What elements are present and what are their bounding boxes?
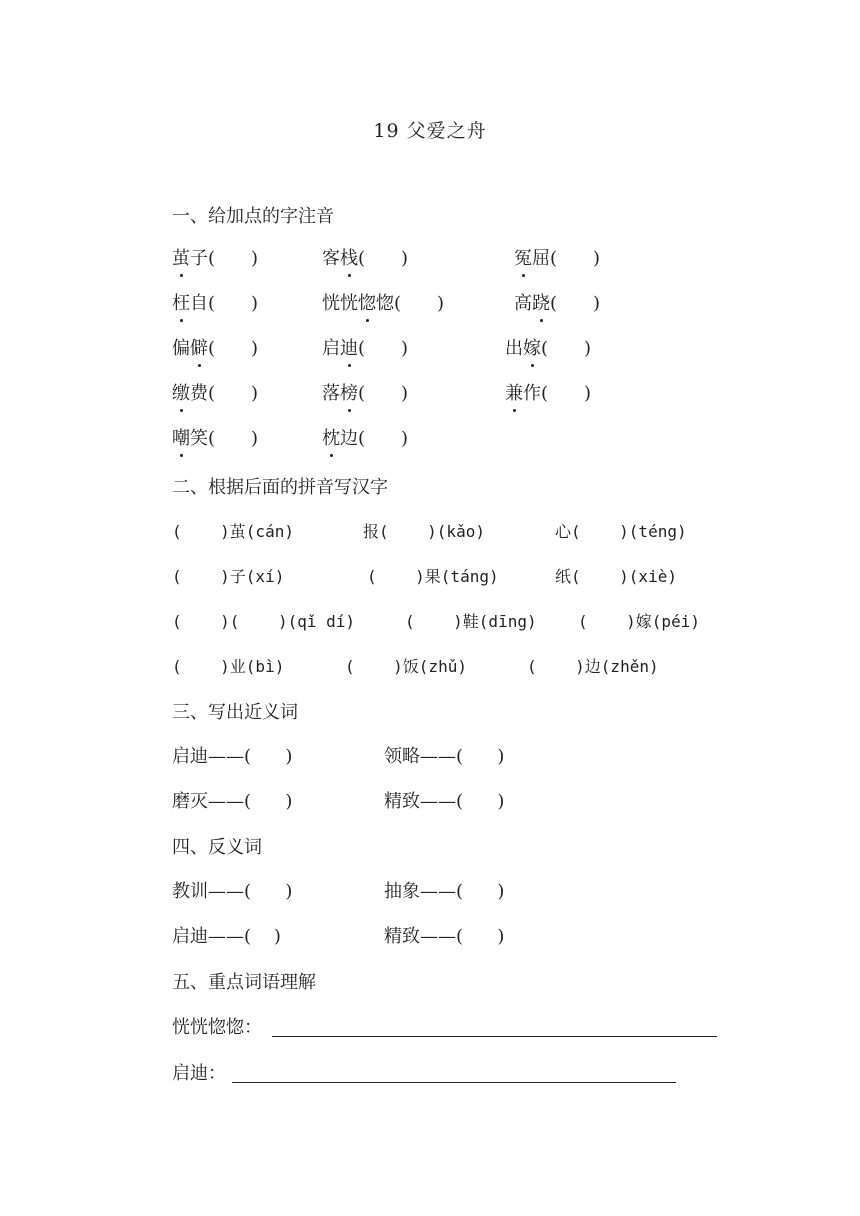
pinyin-item bbox=[322, 427, 408, 451]
answer-line[interactable] bbox=[232, 1082, 676, 1083]
char: 边 bbox=[340, 428, 358, 449]
answer-blank: ( ) bbox=[358, 383, 409, 404]
char: 恍恍 bbox=[322, 293, 358, 314]
hanzi-item: ( )业(bì) bbox=[172, 657, 285, 676]
hanzi-item: 报( )(kǎo) bbox=[363, 522, 485, 541]
section-4-heading: 四、反义词 bbox=[172, 837, 262, 858]
char: 自 bbox=[190, 293, 208, 314]
char: 屈 bbox=[532, 248, 550, 269]
synonym-item: 磨灭——( ) bbox=[172, 791, 293, 812]
char: 高 bbox=[514, 293, 532, 314]
hanzi-item: ( )鞋(dīng) bbox=[405, 612, 537, 631]
hanzi-item: ( )茧(cán) bbox=[172, 522, 294, 541]
hanzi-item: 纸( )(xiè) bbox=[555, 567, 677, 586]
term-label: 启迪： bbox=[172, 1063, 226, 1084]
pinyin-item bbox=[172, 337, 258, 361]
antonym-item: 精致——( ) bbox=[384, 926, 505, 947]
answer-blank: ( ) bbox=[208, 428, 259, 449]
dotted-char: 僻 bbox=[190, 338, 208, 359]
antonym-item: 教训——( ) bbox=[172, 881, 293, 902]
answer-blank: ( ) bbox=[358, 338, 409, 359]
synonym-item: 启迪——( ) bbox=[172, 746, 293, 767]
hanzi-item: ( )( )(qǐ dí) bbox=[172, 612, 356, 631]
answer-blank: ( ) bbox=[358, 248, 409, 269]
answer-blank: ( ) bbox=[550, 293, 601, 314]
pinyin-item bbox=[172, 427, 258, 451]
dotted-char: 嘲 bbox=[172, 428, 190, 449]
answer-blank: ( ) bbox=[550, 248, 601, 269]
char: 启 bbox=[322, 338, 340, 359]
dotted-char: 栈 bbox=[340, 248, 358, 269]
dotted-char: 冤 bbox=[514, 248, 532, 269]
char: 笑 bbox=[190, 428, 208, 449]
term-label: 恍恍惚惚： bbox=[172, 1017, 262, 1038]
pinyin-item bbox=[322, 292, 444, 316]
hanzi-item: ( )饭(zhǔ) bbox=[345, 657, 467, 676]
answer-blank: ( ) bbox=[208, 293, 259, 314]
dotted-char: 惚 bbox=[358, 293, 376, 314]
answer-blank: ( ) bbox=[208, 338, 259, 359]
section-1-heading: 一、给加点的字注音 bbox=[172, 206, 334, 227]
pinyin-item bbox=[514, 292, 600, 316]
pinyin-item bbox=[172, 382, 258, 406]
pinyin-item bbox=[322, 382, 408, 406]
char: 出 bbox=[505, 338, 523, 359]
char: 子 bbox=[190, 248, 208, 269]
char: 费 bbox=[190, 383, 208, 404]
dotted-char: 跷 bbox=[532, 293, 550, 314]
dotted-char: 枕 bbox=[322, 428, 340, 449]
answer-line[interactable] bbox=[272, 1036, 717, 1037]
dotted-char: 缴 bbox=[172, 383, 190, 404]
char: 偏 bbox=[172, 338, 190, 359]
char: 作 bbox=[523, 383, 541, 404]
dotted-char: 茧 bbox=[172, 248, 190, 269]
dotted-char: 兼 bbox=[505, 383, 523, 404]
hanzi-item: ( )果(táng) bbox=[367, 567, 499, 586]
pinyin-item bbox=[172, 292, 258, 316]
section-3-heading: 三、写出近义词 bbox=[172, 702, 298, 723]
answer-blank: ( ) bbox=[394, 293, 445, 314]
answer-blank: ( ) bbox=[541, 338, 592, 359]
pinyin-item bbox=[514, 247, 600, 271]
pinyin-item bbox=[322, 337, 408, 361]
dotted-char: 迪 bbox=[340, 338, 358, 359]
pinyin-item bbox=[172, 247, 258, 271]
char: 客 bbox=[322, 248, 340, 269]
pinyin-item bbox=[505, 337, 591, 361]
pinyin-item bbox=[322, 247, 408, 271]
dotted-char: 嫁 bbox=[523, 338, 541, 359]
char: 惚 bbox=[376, 293, 394, 314]
section-2-heading: 二、根据后面的拼音写汉字 bbox=[172, 477, 388, 498]
page-title: 19 父爱之舟 bbox=[373, 120, 487, 142]
dotted-char: 枉 bbox=[172, 293, 190, 314]
antonym-item: 启迪——( ) bbox=[172, 926, 281, 947]
answer-blank: ( ) bbox=[208, 383, 259, 404]
section-5-heading: 五、重点词语理解 bbox=[172, 972, 316, 993]
hanzi-item: ( )嫁(péi) bbox=[578, 612, 700, 631]
antonym-item: 抽象——( ) bbox=[384, 881, 505, 902]
hanzi-item: ( )边(zhěn) bbox=[527, 657, 659, 676]
hanzi-item: 心( )(téng) bbox=[555, 522, 687, 541]
hanzi-item: ( )子(xí) bbox=[172, 567, 285, 586]
pinyin-item bbox=[505, 382, 591, 406]
dotted-char: 榜 bbox=[340, 383, 358, 404]
answer-blank: ( ) bbox=[358, 428, 409, 449]
synonym-item: 精致——( ) bbox=[384, 791, 505, 812]
char: 落 bbox=[322, 383, 340, 404]
synonym-item: 领略——( ) bbox=[384, 746, 505, 767]
answer-blank: ( ) bbox=[541, 383, 592, 404]
answer-blank: ( ) bbox=[208, 248, 259, 269]
